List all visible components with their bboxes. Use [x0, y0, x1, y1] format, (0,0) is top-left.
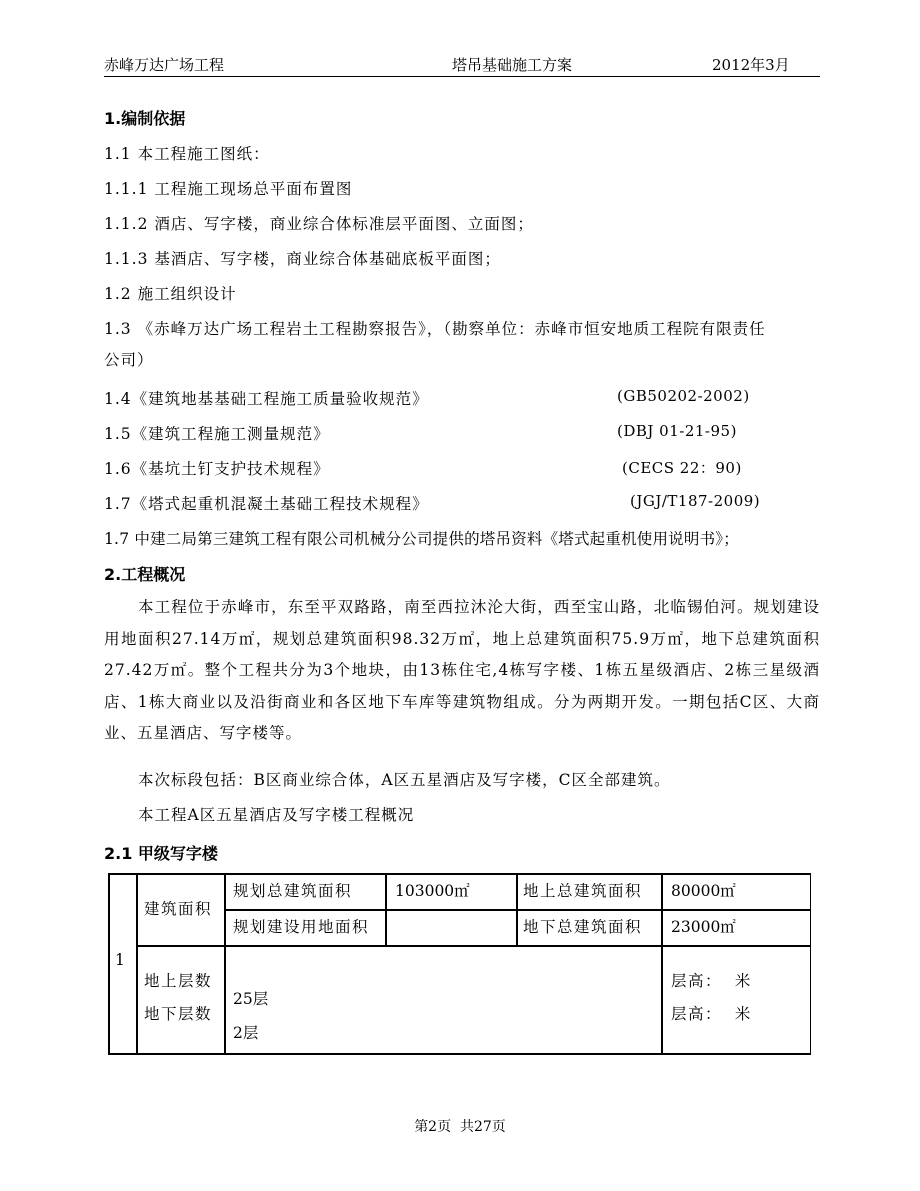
floor-height-above: 层高： 米	[671, 972, 752, 990]
section-1-item-1-1-2: 1.1.2 酒店、写字楼，商业综合体标准层平面图、立面图；	[104, 215, 534, 233]
section-2-paragraph-2: 本次标段包括：B区商业综合体，A区五星酒店及写字楼，C区全部建筑。	[138, 771, 671, 789]
floor-height-below: 层高： 米	[671, 1005, 752, 1023]
floors-below-value: 2层	[233, 1024, 259, 1042]
area-label: 建筑面积	[144, 900, 213, 918]
standard-1-5-label: 1.5《建筑工程施工测量规范》	[104, 425, 330, 443]
planned-total-area-value: 103000㎡	[395, 882, 470, 900]
floors-below-label: 地下层数	[144, 1005, 213, 1023]
section-2-paragraph-3: 本工程A区五星酒店及写字楼工程概况	[138, 806, 415, 824]
header-divider	[104, 76, 820, 77]
standard-1-5-code: (DBJ 01-21-95)	[617, 422, 737, 440]
floors-above-value: 25层	[233, 990, 269, 1008]
standard-1-6-label: 1.6《基坑土钉支护技术规程》	[104, 460, 330, 478]
section-1-item-1-1-1: 1.1.1 工程施工现场总平面布置图	[104, 180, 353, 198]
below-ground-area-value: 23000㎡	[671, 918, 736, 936]
section-1-title: 1.编制依据	[104, 109, 186, 128]
standard-1-6-code: (CECS 22：90)	[622, 459, 742, 477]
planned-total-area-label: 规划总建筑面积	[233, 882, 353, 900]
section-1-item-1-2: 1.2 施工组织设计	[104, 285, 237, 303]
above-ground-area-label: 地上总建筑面积	[523, 882, 643, 900]
standard-1-7-label: 1.7《塔式起重机混凝土基础工程技术规程》	[104, 495, 429, 513]
section-2-paragraph-1: 本工程位于赤峰市，东至平双路路，南至西拉沐沦大街，西至宝山路，北临锡伯河。规划建设用地面积27.14万㎡，规划总建筑面积98.32万㎡，地上总建筑面积75.9万㎡，地下总建筑面积27.42万㎡。整个工程共分为3个地块，由13栋住宅,4栋写字楼、1栋五星级酒店、2栋三星级酒店、1栋大商业以及沿街商业和各区地下车库等建筑物组成。分为两期开发。一期包括C区、大商业、五星酒店、写字楼等。	[104, 598, 820, 742]
land-area-label: 规划建设用地面积	[233, 918, 370, 936]
section-2-1-title: 2.1 甲级写字楼	[104, 844, 218, 863]
section-1-item-1-1: 1.1 本工程施工图纸：	[104, 145, 270, 163]
office-building-table	[108, 873, 811, 1054]
header-document-title: 塔吊基础施工方案	[452, 56, 573, 74]
header-project-name: 赤峰万达广场工程	[104, 56, 225, 74]
below-ground-area-label: 地下总建筑面积	[523, 918, 643, 936]
standard-1-4-label: 1.4《建筑地基基础工程施工质量验收规范》	[104, 390, 429, 408]
standard-1-7-code: (JGJ/T187-2009)	[630, 492, 761, 510]
page-number: 第2页 共27页	[414, 1119, 506, 1135]
row-number: 1	[115, 951, 127, 969]
section-1-item-1-1-3: 1.1.3 基酒店、写字楼，商业综合体基础底板平面图；	[104, 250, 501, 268]
standard-1-4-code: (GB50202-2002)	[617, 387, 750, 405]
section-2-title: 2.工程概况	[104, 565, 186, 584]
section-1-item-1-7-manual: 1.7 中建二局第三建筑工程有限公司机械分公司提供的塔吊资料《塔式起重机使用说明书》；	[104, 530, 739, 548]
header-date: 2012年3月	[712, 56, 790, 74]
section-1-item-1-3-line1: 1.3 《赤峰万达广场工程岩土工程勘察报告》，（勘察单位：赤峰市恒安地质工程院有限责任	[104, 320, 766, 338]
above-ground-area-value: 80000㎡	[671, 882, 736, 900]
section-1-item-1-3-line2: 公司）	[104, 351, 154, 369]
floors-above-label: 地上层数	[144, 972, 213, 990]
